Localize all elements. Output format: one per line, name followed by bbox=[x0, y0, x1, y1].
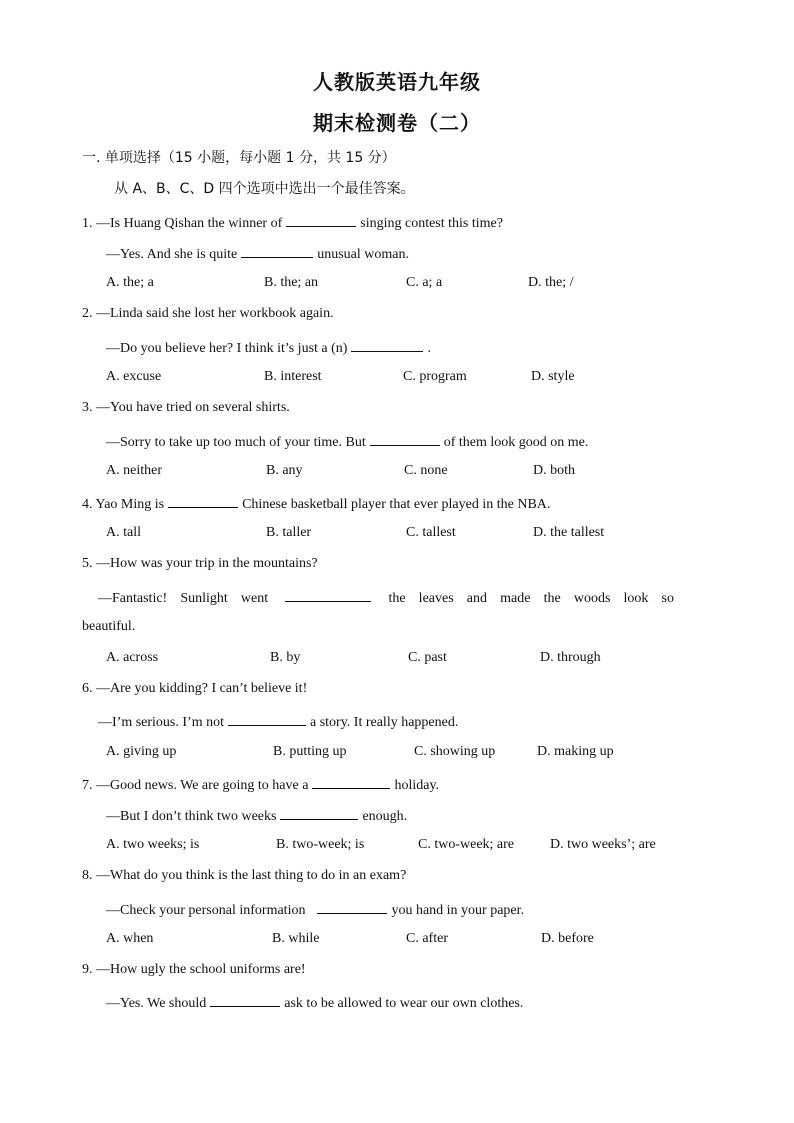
question-1-text-c: —Yes. And she is quite bbox=[106, 247, 238, 262]
question-1-text-a: 1. —Is Huang Qishan the winner of bbox=[82, 216, 283, 231]
question-8-line-1: 8. —What do you think is the last thing to do in an exam? bbox=[82, 868, 407, 883]
question-7-text-d: enough. bbox=[362, 809, 408, 824]
question-3-option-d: D. both bbox=[533, 463, 575, 478]
question-8-text-a: —Check your personal information bbox=[106, 903, 306, 918]
question-1-option-b: B. the; an bbox=[264, 275, 319, 290]
question-2-option-a: A. excuse bbox=[106, 369, 162, 384]
question-6-text-b: a story. It really happened. bbox=[309, 715, 459, 730]
answer-blank bbox=[210, 992, 280, 1007]
question-2-option-b: B. interest bbox=[264, 369, 322, 384]
question-3-text-b: of them look good on me. bbox=[443, 435, 589, 450]
question-1-text-b: singing contest this time? bbox=[360, 216, 503, 231]
answer-blank bbox=[285, 587, 371, 602]
question-5-line-2 bbox=[98, 587, 674, 608]
question-2-option-c: C. program bbox=[403, 369, 467, 384]
question-1-line-2 bbox=[106, 243, 409, 264]
question-7-line-1 bbox=[82, 774, 439, 795]
question-4-option-b: B. taller bbox=[266, 525, 312, 540]
question-7-option-a: A. two weeks; is bbox=[106, 837, 200, 852]
question-1-option-a: A. the; a bbox=[106, 275, 154, 290]
answer-blank bbox=[228, 711, 306, 726]
answer-blank bbox=[241, 243, 313, 258]
section-instruction: 从 A、B、C、D 四个选项中选出一个最佳答案。 bbox=[114, 181, 415, 197]
question-4-option-d: D. the tallest bbox=[533, 525, 605, 540]
question-2-text-a: —Do you believe her? I think it’s just a (n) bbox=[106, 341, 348, 356]
question-8-option-d: D. before bbox=[541, 931, 594, 946]
question-2-line-1: 2. —Linda said she lost her workbook again. bbox=[82, 306, 334, 321]
question-8-option-a: A. when bbox=[106, 931, 154, 946]
question-3-line-2 bbox=[106, 431, 588, 452]
question-4-option-a: A. tall bbox=[106, 525, 141, 540]
question-4-text-a: 4. Yao Ming is bbox=[82, 497, 165, 512]
question-8-option-c: C. after bbox=[406, 931, 448, 946]
question-7-text-b: holiday. bbox=[394, 778, 440, 793]
question-9-line-2 bbox=[106, 992, 523, 1013]
question-7-text-a: 7. —Good news. We are going to have a bbox=[82, 778, 309, 793]
question-6-text-a: —I’m serious. I’m not bbox=[98, 715, 224, 730]
answer-blank bbox=[312, 774, 390, 789]
exam-subtitle: 期末检测卷（二） bbox=[313, 111, 481, 135]
question-4-option-c: C. tallest bbox=[406, 525, 456, 540]
question-3-line-1: 3. —You have tried on several shirts. bbox=[82, 400, 290, 415]
question-5-line-3: beautiful. bbox=[82, 619, 136, 634]
question-5-option-b: B. by bbox=[270, 650, 301, 665]
question-1-line-1 bbox=[82, 212, 503, 233]
question-8-option-b: B. while bbox=[272, 931, 320, 946]
question-6-line-1: 6. —Are you kidding? I can’t believe it! bbox=[82, 681, 308, 696]
question-3-option-a: A. neither bbox=[106, 463, 162, 478]
exam-title: 人教版英语九年级 bbox=[313, 70, 481, 94]
answer-blank bbox=[351, 337, 423, 352]
question-8-line-2 bbox=[106, 899, 524, 920]
question-9-line-1: 9. —How ugly the school uniforms are! bbox=[82, 962, 306, 977]
question-6-option-b: B. putting up bbox=[273, 744, 347, 759]
section-heading: 一. 单项选择（15 小题，每小题 1 分，共 15 分） bbox=[82, 150, 396, 166]
question-7-option-c: C. two-week; are bbox=[418, 837, 515, 852]
question-6-line-2 bbox=[98, 711, 458, 732]
question-5-text-a: —Fantastic! Sunlight went bbox=[98, 591, 269, 606]
question-5-option-c: C. past bbox=[408, 650, 447, 665]
question-3-option-b: B. any bbox=[266, 463, 303, 478]
question-7-option-b: B. two-week; is bbox=[276, 837, 365, 852]
answer-blank bbox=[370, 431, 440, 446]
question-2-option-d: D. style bbox=[531, 369, 575, 384]
question-2-line-2 bbox=[106, 337, 431, 358]
question-2-text-b: . bbox=[427, 341, 431, 356]
question-6-option-c: C. showing up bbox=[414, 744, 496, 759]
question-5-line-1: 5. —How was your trip in the mountains? bbox=[82, 556, 318, 571]
answer-blank bbox=[280, 805, 358, 820]
question-7-text-c: —But I don’t think two weeks bbox=[106, 809, 277, 824]
question-9-text-a: —Yes. We should bbox=[106, 996, 207, 1011]
question-5-text-b: the leaves and made the woods look so bbox=[388, 591, 674, 606]
question-5-option-d: D. through bbox=[540, 650, 601, 665]
question-5-option-a: A. across bbox=[106, 650, 159, 665]
question-6-option-a: A. giving up bbox=[106, 744, 177, 759]
question-1-option-c: C. a; a bbox=[406, 275, 443, 290]
question-8-text-b: you hand in your paper. bbox=[391, 903, 525, 918]
question-4-text-b: Chinese basketball player that ever played in the NBA. bbox=[242, 497, 551, 512]
question-7-option-d: D. two weeks’; are bbox=[550, 837, 656, 852]
question-1-option-d: D. the; / bbox=[528, 275, 574, 290]
question-9-text-b: ask to be allowed to wear our own clothes. bbox=[284, 996, 524, 1011]
question-7-line-2 bbox=[106, 805, 407, 826]
question-3-text-a: —Sorry to take up too much of your time. But bbox=[106, 435, 366, 450]
answer-blank bbox=[168, 493, 238, 508]
question-3-option-c: C. none bbox=[404, 463, 448, 478]
question-4-line-1 bbox=[82, 493, 550, 514]
question-6-option-d: D. making up bbox=[537, 744, 614, 759]
answer-blank bbox=[317, 899, 387, 914]
answer-blank bbox=[286, 212, 356, 227]
question-1-text-d: unusual woman. bbox=[317, 247, 409, 262]
